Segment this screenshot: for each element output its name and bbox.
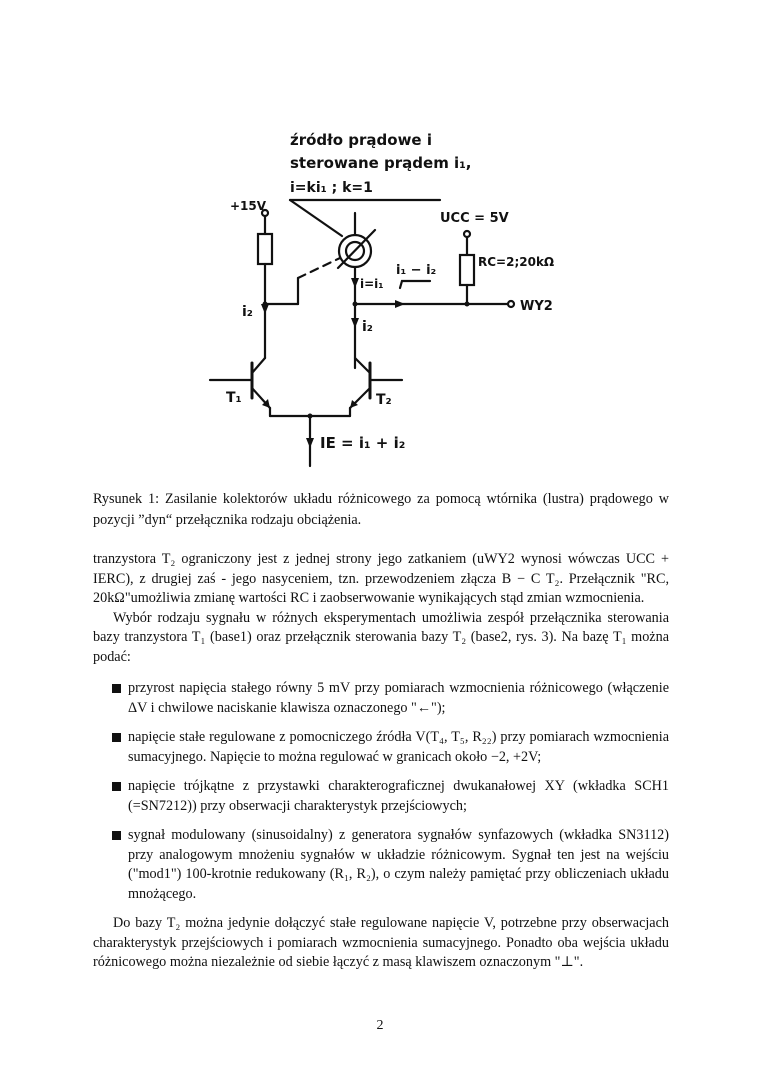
list-item-text: przyrost napięcia stałego równy 5 mV przy pomiarach wzmocnienia różnicowego (włączenie ΔV i chwilowe naciskanie klawisza oznaczonego "←"); [128,680,669,716]
t2-collector [355,358,370,373]
list-item [93,728,669,767]
paragraph-1: tranzystora T₂ ograniczony jest z jednej strony jego zatkaniem (uWY2 wynosi wówczas UCC + IERC), z drugiej zaś - jego nasyceniem, tzn. przewodzeniem złącza B − C T₂. Przełącznik "RC, 20kΩ"umożliwia zmianę wartości RC i zaobserwowanie wynikających stąd zmian wzmocnienia. [93,551,669,606]
page-number: 2 [376,1018,384,1033]
node-right [353,302,358,307]
label-rc: RC=2;20kΩ [478,255,555,269]
circuit-diagram [190,118,580,474]
label-wy2: WY2 [520,299,553,314]
arrow-ie [306,438,314,448]
pointer-line [290,200,342,236]
label-i-eq-i1: i=i₁ [360,277,384,291]
square-bullet-icon [112,782,121,791]
diff-current-pointer [400,281,430,288]
label-title-line3: i=ki₁ ; k=1 [290,180,373,196]
list-item [93,826,669,904]
label-title-line2: sterowane prądem i₁, [290,154,472,172]
square-bullet-icon [112,733,121,742]
resistor-rc [460,255,474,285]
figure-caption: Rysunek 1: Zasilanie kolektorów układu różnicowego za pomocą wtórnika (lustra) prądowego w pozycji ”dyn“ przełącznika rodzaju obciążenia. [93,491,669,528]
label-ie: IE = i₁ + i₂ [320,434,406,452]
label-t2: T₂ [376,392,392,408]
label-ucc: UCC = 5V [440,211,509,226]
node-output [465,302,470,307]
circuit-figure [190,118,580,474]
label-plus15v: +15V [230,199,267,213]
arrow-output [395,300,405,308]
list-item-text: napięcie stałe regulowane z pomocniczego źródła V(T₄, T₅, R₂₂) przy pomiarach wzmocnienia sumacyjnego. Napięcie to można regulować w granicach około −2, +2V; [128,729,669,765]
list-item [93,679,669,718]
square-bullet-icon [112,831,121,840]
signal-source-list [93,679,669,904]
label-title-line1: źródło prądowe i [290,131,432,149]
arrow-i1 [351,278,359,288]
label-t1: T₁ [226,390,242,406]
square-bullet-icon [112,684,121,693]
node-left [263,302,268,307]
label-i1-minus-i2: i₁ − i₂ [396,263,437,278]
control-dashed [298,258,340,278]
node-emitter [308,414,313,419]
list-item [93,777,669,816]
arrow-i2-right [351,318,359,328]
list-item-text: napięcie trójkątne z przystawki charakterograficznej dwukanałowej XY (wkładka SCH1 (=SN7212)) przy obserwacji charakterystyk przejściowych; [128,778,669,814]
paragraph-2: Wybór rodzaju sygnału w różnych eksperymentach umożliwia zespół przełącznika sterowania bazy tranzystora T₁ (base1) oraz przełącznik sterowania bazy T₂ (base2, rys. 3). Na bazę T₁ można podać: [93,609,669,665]
label-i2-right: i₂ [362,319,373,335]
list-item-text: sygnał modulowany (sinusoidalny) z generatora sygnałów synfazowych (wkładka SN3112) przy analogowym mnożeniu sygnałów w układzie różnicowym. Sygnał ten jest na wejściu ("mod1") 100-krotnie redukowany (R₁, R₂), o czym należy pamiętać przy obliczeniach układu mnożącego. [128,827,669,902]
wy2-terminal [508,301,514,307]
body-text [93,550,669,973]
t1-collector [252,358,265,373]
resistor-left [258,234,272,264]
closing-paragraph: Do bazy T₂ można jedynie dołączyć stałe regulowane napięcie V, potrzebne przy obserwacjach charakterystyk przejściowych i pomiarach wzmocnienia sumacyjnego. Ponadto oba wejścia układu różnicowego można niezależnie od siebie łączyć z masą klawiszem oznaczonym "⊥". [93,915,669,970]
label-i2-left: i₂ [242,304,253,320]
